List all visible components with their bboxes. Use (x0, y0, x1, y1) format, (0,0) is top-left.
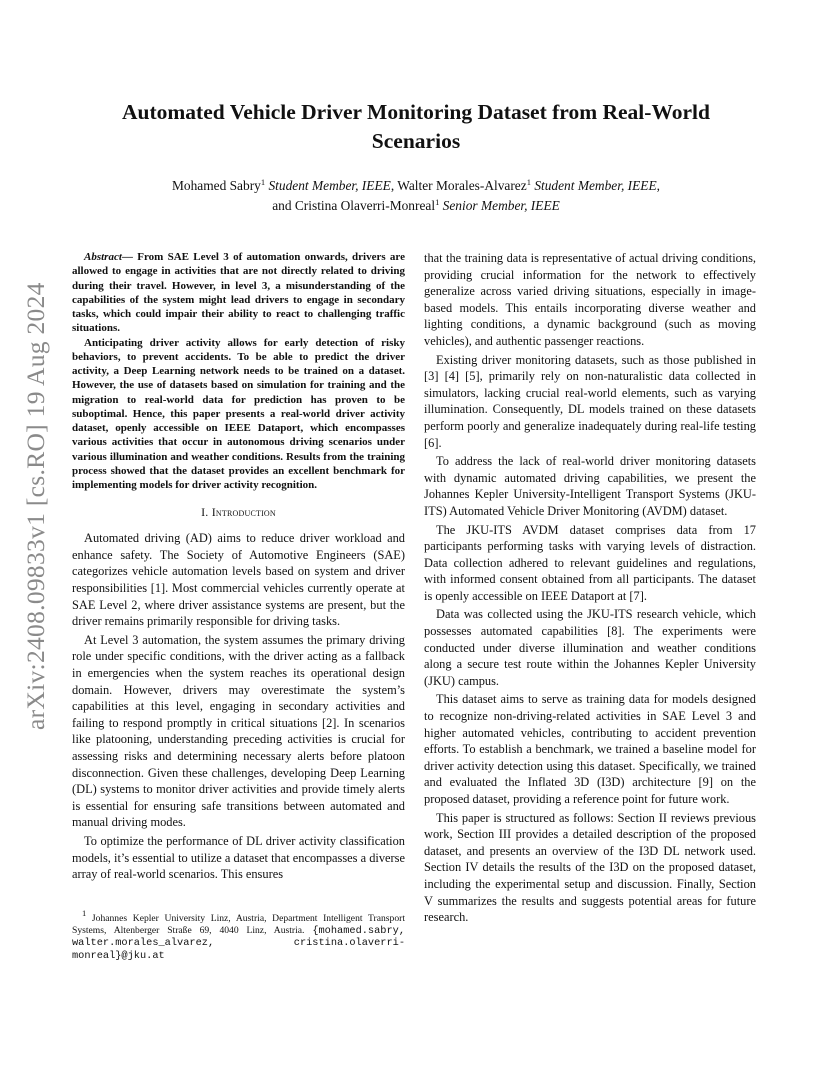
left-column (72, 250, 405, 885)
right-column (424, 250, 756, 928)
author-1: Mohamed Sabry$^1$ Student Member, IEEE, (171, 177, 398, 193)
intro-paragraph: This dataset aims to serve as training data for models designed to recognize non-driving-related activities in SAE Level 3 and higher automated vehicles, contributing to accident prevention efforts. To establish a benchmark, we trained a baseline model for driver activity detection using this dataset. Specifically, we trained and evaluated the Inflated 3D (I3D) architecture [9] on the proposed dataset, providing a reference point for future work. (424, 692, 756, 806)
section-heading-introduction: I. Introduction (201, 505, 276, 520)
intro-paragraph: To address the lack of real-world driver monitoring datasets with dynamic automated driving capabilities, we present the Johannes Kepler University-Intelligent Transport Systems (JKU-ITS) Automated Vehicle Driver Monitoring (AVDM) dataset. (424, 454, 756, 518)
intro-paragraph: Existing driver monitoring datasets, such as those published in [3] [4] [5], primarily rely on non-naturalistic data collected in simulators, lacking crucial real-world elements, such as varying illumination. Consequently, DL models trained on these datasets perform poorly and generalize inadequately during real-life testing [6]. (424, 352, 756, 450)
intro-paragraph: At Level 3 automation, the system assumes the primary driving role under specific conditions, with the driver acting as a fallback in emergencies when the system reaches its operational design domain. However, drivers may overestimate the system’s capabilities at this level, engaging in secondary activities and failing to respond promptly in critical situations [2]. In scenarios like platooning, understanding preceding activities is crucial for assessing risks and determining necessary alerts before platoon disconnection. Given these challenges, developing Deep Learning (DL) systems to monitor driver activities and provide timely alerts is essential for ensuring safe transitions between automated and manual driving modes. (72, 632, 405, 830)
author-3: and Cristina Olaverri-Monreal$^1$ Senior Member, IEEE (272, 197, 560, 213)
paper-title: Automated Vehicle Driver Monitoring Dataset from Real-World Scenarios (122, 100, 710, 153)
intro-paragraph-continued: that the training data is representative of actual driving conditions, providing crucial information for the network to effectively generalize across varied driving situations, especially in image-based models. This entails incorporating diverse weather and lighting conditions, a dynamic background (such as moving vehicles), and authentic passenger reactions. (424, 251, 756, 348)
abstract (72, 250, 405, 492)
intro-paragraph: Data was collected using the JKU-ITS research vehicle, which possesses automated capabilities [8]. The experiments were conducted under diverse illumination and weather conditions along a secure test route within the Johannes Kepler University (JKU) campus. (424, 607, 756, 688)
abstract-label: Abstract (84, 251, 122, 263)
author-2: Walter Morales-Alvarez$^1$ Student Member, IEEE, (397, 177, 661, 193)
arxiv-identifier-stamp: arXiv:2408.09833v1 [cs.RO] 19 Aug 2024 (21, 282, 50, 730)
abstract-paragraph-2: Anticipating driver activity allows for early detection of risky behaviors, to prevent accidents. To be able to predict the driver activity, a Deep Learning network needs to be trained on a dataset. However, the use of datasets based on simulation for training and the migration to real-world data for prediction has proven to be suboptimal. Hence, this paper presents a real-world driver activity dataset, openly accessible on IEEE Dataport, which encompasses various activities that occur in autonomous driving scenarios under various illumination and weather conditions. Results from the training process showed that the dataset provides an excellent benchmark for implementing models for driver activity recognition. (72, 336, 405, 491)
intro-paragraph: The JKU-ITS AVDM dataset comprises data from 17 participants performing tasks with varying levels of distraction. Data collection adhered to relevant guidelines and regulations, with informed consent obtained from all participants. The dataset is openly accessible on IEEE Dataport at [7]. (424, 522, 756, 603)
abstract-paragraph-1: Abstract— From SAE Level 3 of automation onwards, drivers are allowed to engage in activities that are not directly related to driving during their travel. However, in level 3, a misunderstanding of the capabilities of the system might lead drivers to engage in secondary tasks, which could impair their ability to react to challenging traffic situations. (72, 251, 406, 335)
author-emails: {mohamed.sabry, walter.morales_alvarez, cristina.olaverri-monreal}@jku.at (72, 924, 405, 962)
affiliation-footnote: $^1$ Johannes Kepler University Linz, Austria, Department Intelligent Transport Systems, Altenberger Straße 69, 4040 Linz, Austria. {mohamed.sabry, walter.morales_alvarez, cristina.olaverri-monreal}@jku.at (72, 908, 405, 962)
author-block (90, 176, 742, 216)
intro-paragraph: Automated driving (AD) aims to reduce driver workload and enhance safety. The Society of Automotive Engineers (SAE) categorizes vehicle automation levels based on system and driver responsibilities [1]. Most commercial vehicles currently operate at SAE Level 2, where driver assistance systems are present, but the driver remains primarily responsible for driving tasks. (72, 531, 405, 629)
intro-paragraph: To optimize the performance of DL driver activity classification models, it’s essential to utilize a dataset that encompasses a diverse array of real-world scenarios. This ensures (72, 833, 405, 882)
intro-paragraph: This paper is structured as follows: Section II reviews previous work, Section III provides a detailed description of the proposed dataset, and presents an overview of the I3D DL network used. Section IV details the results of the I3D on the proposed dataset, including the experimental setup and discussion. Finally, Section V summarizes the results and suggests potential areas for future research. (424, 810, 756, 925)
